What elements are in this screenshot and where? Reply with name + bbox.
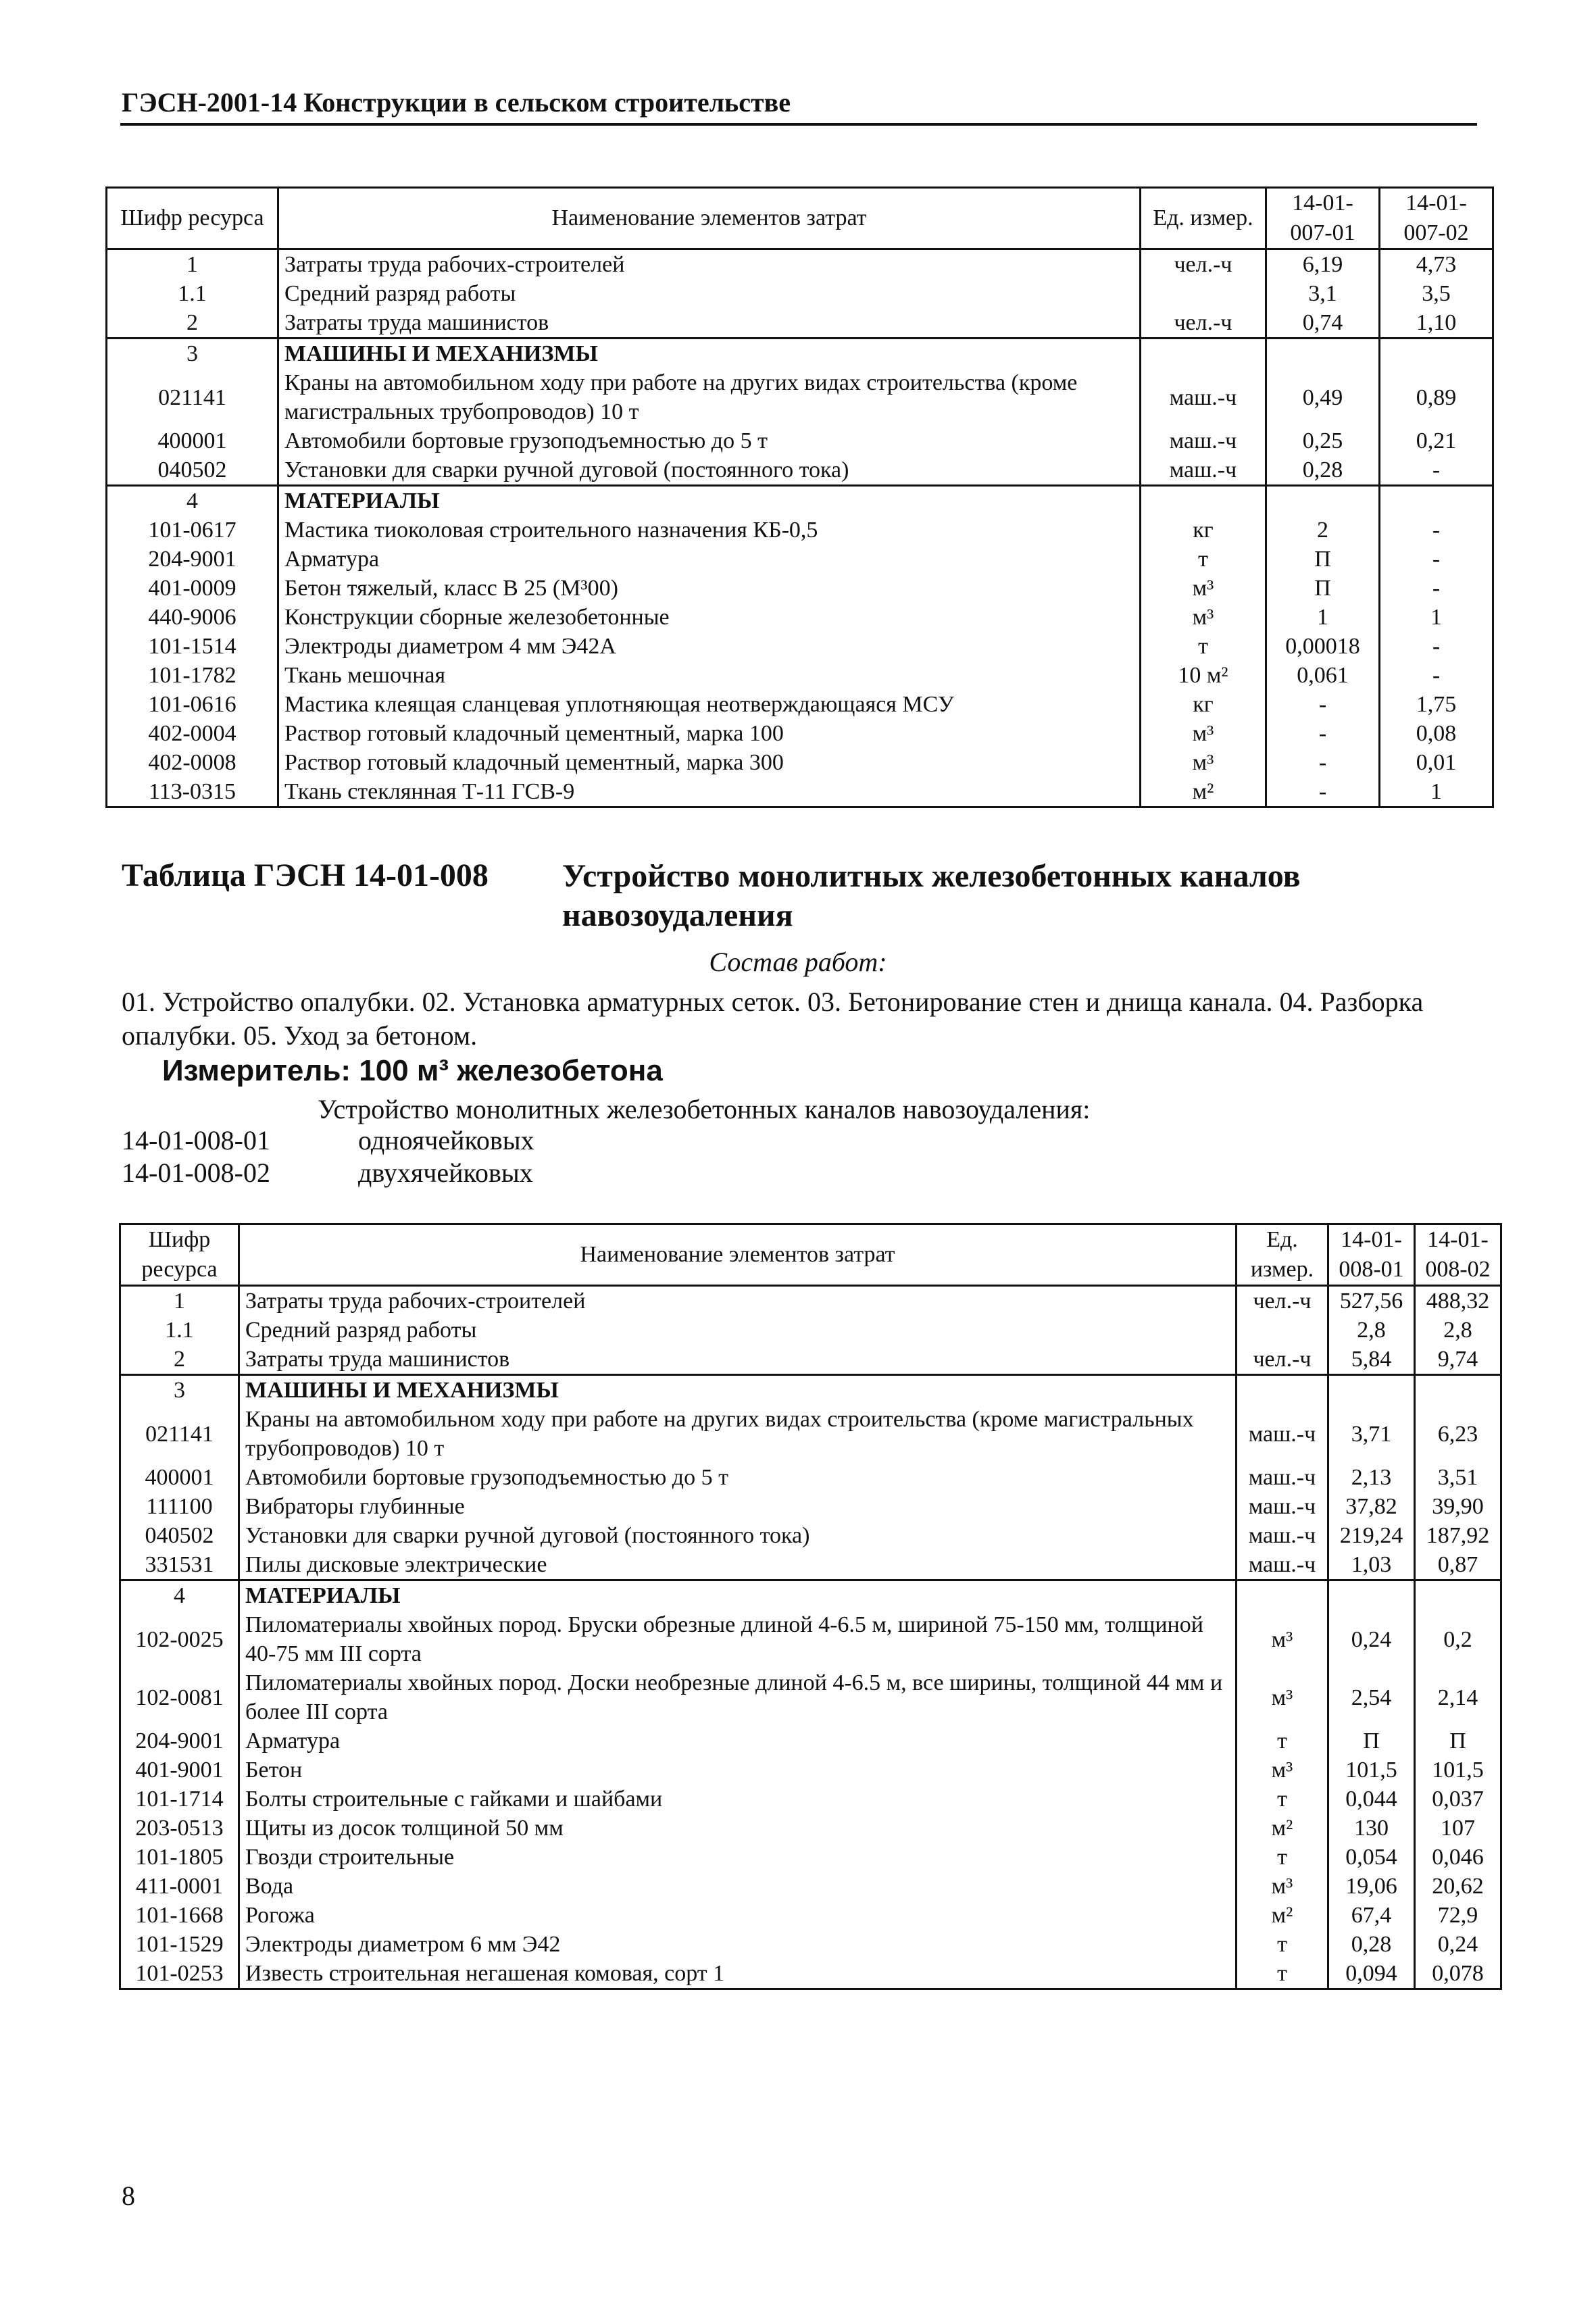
resource-name: Болты строительные с гайками и шайбами (239, 1785, 1237, 1814)
variant-1-value: 2,13 (1328, 1463, 1415, 1492)
resource-unit: т (1141, 632, 1266, 661)
variant-2-value: 4,73 (1380, 249, 1493, 280)
variant-2-value: 0,24 (1415, 1930, 1501, 1959)
table-row (107, 632, 1493, 661)
resource-code: 040502 (107, 455, 278, 486)
variant-2-value: 6,23 (1415, 1405, 1501, 1463)
resource-name: Ткань стеклянная Т-11 ГСВ-9 (278, 777, 1141, 807)
resource-unit: чел.-ч (1237, 1286, 1328, 1316)
resource-code: 2 (107, 308, 278, 339)
table-row (120, 1375, 1501, 1405)
table-row (107, 516, 1493, 545)
resource-unit: т (1237, 1726, 1328, 1756)
table-row (120, 1550, 1501, 1580)
resource-code: 101-0617 (107, 516, 278, 545)
resource-code: 400001 (120, 1463, 239, 1492)
resource-unit (1141, 486, 1266, 516)
resource-name: Щиты из досок толщиной 50 мм (239, 1814, 1237, 1843)
resource-code: 021141 (120, 1405, 239, 1463)
resource-name: МАШИНЫ И МЕХАНИЗМЫ (278, 339, 1141, 369)
table-row (120, 1316, 1501, 1345)
variant-1-value: - (1266, 777, 1380, 807)
table-row (120, 1785, 1501, 1814)
variant-1-value: - (1266, 748, 1380, 777)
variant-code: 14-01-008-02 (122, 1158, 270, 1188)
resource-name: Арматура (239, 1726, 1237, 1756)
variant-1-value: 19,06 (1328, 1872, 1415, 1901)
resource-unit: м³ (1237, 1756, 1328, 1785)
table-row (120, 1668, 1501, 1726)
resource-code: 101-1805 (120, 1843, 239, 1872)
col-header-variant-2: 14-01-007-02 (1380, 188, 1493, 249)
resource-code: 021141 (107, 368, 278, 426)
resource-code: 1 (120, 1286, 239, 1316)
resource-unit: м³ (1237, 1668, 1328, 1726)
col-header-variant-1: 14-01-007-01 (1266, 188, 1380, 249)
table-row (107, 661, 1493, 690)
resource-name: Известь строительная негашеная комовая, сорт 1 (239, 1959, 1237, 1989)
resource-name: Пиломатериалы хвойных пород. Бруски обрезные длиной 4-6.5 м, шириной 75-150 мм, толщиной 40-75 мм III сорта (239, 1610, 1237, 1668)
variant-2-value: 0,21 (1380, 426, 1493, 455)
variant-2-value: 0,01 (1380, 748, 1493, 777)
resource-table-008 (119, 1223, 1502, 1990)
variant-2-value: 1,10 (1380, 308, 1493, 339)
variant-2-value: - (1380, 574, 1493, 603)
resource-name: МАШИНЫ И МЕХАНИЗМЫ (239, 1375, 1237, 1405)
col-header-unit: Ед. измер. (1237, 1224, 1328, 1286)
resource-code: 204-9001 (107, 545, 278, 574)
table-row (107, 777, 1493, 807)
variant-1-value: 0,054 (1328, 1843, 1415, 1872)
resource-name: Гвозди строительные (239, 1843, 1237, 1872)
resource-code: 101-1714 (120, 1785, 239, 1814)
variant-1-value: 37,82 (1328, 1492, 1415, 1521)
resource-unit: маш.-ч (1237, 1550, 1328, 1580)
variant-1-value: П (1328, 1726, 1415, 1756)
resource-name: Средний разряд работы (278, 279, 1141, 308)
variant-1-value (1328, 1375, 1415, 1405)
variant-2-value (1415, 1375, 1501, 1405)
table-row (120, 1959, 1501, 1989)
variant-2-value: 0,078 (1415, 1959, 1501, 1989)
variant-2-value: - (1380, 545, 1493, 574)
table-body (107, 249, 1493, 807)
resource-code: 101-1668 (120, 1901, 239, 1930)
variant-2-value: 1 (1380, 777, 1493, 807)
resource-code: 1.1 (107, 279, 278, 308)
resource-unit: кг (1141, 690, 1266, 719)
variants-intro: Устройство монолитных железобетонных каналов навозоудаления: (318, 1094, 1091, 1124)
variant-2-value: 488,32 (1415, 1286, 1501, 1316)
resource-code: 101-1782 (107, 661, 278, 690)
resource-name: Установки для сварки ручной дуговой (постоянного тока) (239, 1521, 1237, 1550)
variant-2-value: 39,90 (1415, 1492, 1501, 1521)
variant-1-value: 67,4 (1328, 1901, 1415, 1930)
variant-2-value: 0,08 (1380, 719, 1493, 748)
resource-code: 2 (120, 1345, 239, 1375)
variant-1-value (1266, 486, 1380, 516)
table-row (107, 486, 1493, 516)
variant-1-value: 3,1 (1266, 279, 1380, 308)
resource-name: Рогожа (239, 1901, 1237, 1930)
variant-2-value: - (1380, 516, 1493, 545)
resource-code: 101-1514 (107, 632, 278, 661)
resource-unit: м³ (1141, 603, 1266, 632)
resource-name: МАТЕРИАЛЫ (239, 1580, 1237, 1611)
variant-2-value: - (1380, 455, 1493, 486)
table-row (120, 1843, 1501, 1872)
resource-code: 4 (107, 486, 278, 516)
resource-code: 102-0025 (120, 1610, 239, 1668)
table-row (107, 339, 1493, 369)
table-row (120, 1405, 1501, 1463)
table-row (107, 249, 1493, 280)
resource-code: 3 (120, 1375, 239, 1405)
table-row (120, 1930, 1501, 1959)
resource-name: Электроды диаметром 4 мм Э42А (278, 632, 1141, 661)
variant-desc: одноячейковых (358, 1125, 534, 1155)
variant-2-value (1380, 339, 1493, 369)
resource-unit: маш.-ч (1237, 1405, 1328, 1463)
resource-unit: т (1237, 1959, 1328, 1989)
resource-unit: м³ (1237, 1872, 1328, 1901)
resource-unit (1237, 1316, 1328, 1345)
table-row (107, 690, 1493, 719)
resource-table-007 (105, 186, 1494, 808)
resource-unit (1141, 279, 1266, 308)
resource-unit: м² (1237, 1901, 1328, 1930)
variant-1-value: 2 (1266, 516, 1380, 545)
composition-heading: Состав работ: (709, 947, 887, 977)
col-header-variant-2: 14-01-008-02 (1415, 1224, 1501, 1286)
resource-code: 204-9001 (120, 1726, 239, 1756)
variant-1-value: - (1266, 690, 1380, 719)
header-rule (120, 123, 1477, 126)
resource-unit: м³ (1141, 574, 1266, 603)
resource-name: Ткань мешочная (278, 661, 1141, 690)
resource-name: Бетон (239, 1756, 1237, 1785)
resource-code: 1 (107, 249, 278, 280)
resource-code: 203-0513 (120, 1814, 239, 1843)
variant-1-value: 2,8 (1328, 1316, 1415, 1345)
table-row (107, 574, 1493, 603)
table-row (120, 1814, 1501, 1843)
variant-code: 14-01-008-01 (122, 1125, 270, 1155)
variant-2-value: 0,037 (1415, 1785, 1501, 1814)
variant-1-value: 0,044 (1328, 1785, 1415, 1814)
variant-1-value: 6,19 (1266, 249, 1380, 280)
resource-name: Средний разряд работы (239, 1316, 1237, 1345)
col-header-code: Шифр ресурса (120, 1224, 239, 1286)
variant-2-value: П (1415, 1726, 1501, 1756)
resource-name: Электроды диаметром 6 мм Э42 (239, 1930, 1237, 1959)
resource-unit: м³ (1141, 719, 1266, 748)
variant-1-value: П (1266, 574, 1380, 603)
resource-name: Пиломатериалы хвойных пород. Доски необрезные длиной 4-6.5 м, все ширины, толщиной 44 мм и более III сорта (239, 1668, 1237, 1726)
variant-1-value: 1 (1266, 603, 1380, 632)
measure-unit: Измеритель: 100 м³ железобетона (162, 1054, 663, 1087)
resource-unit: т (1237, 1930, 1328, 1959)
table-row (107, 545, 1493, 574)
variant-1-value: 0,28 (1266, 455, 1380, 486)
resource-code: 101-0253 (120, 1959, 239, 1989)
table-row (107, 368, 1493, 426)
table-row (120, 1521, 1501, 1550)
variant-2-value: 0,89 (1380, 368, 1493, 426)
col-header-name: Наименование элементов затрат (278, 188, 1141, 249)
table-id: Таблица ГЭСН 14-01-008 (122, 857, 489, 893)
resource-code: 401-9001 (120, 1756, 239, 1785)
resource-unit: м² (1141, 777, 1266, 807)
resource-unit: м² (1237, 1814, 1328, 1843)
table-row (107, 426, 1493, 455)
resource-name: Затраты труда рабочих-строителей (278, 249, 1141, 280)
variant-1-value: - (1266, 719, 1380, 748)
resource-code: 411-0001 (120, 1872, 239, 1901)
variant-2-value: - (1380, 632, 1493, 661)
variant-1-value (1328, 1580, 1415, 1611)
resource-name: Автомобили бортовые грузоподъемностью до 5 т (239, 1463, 1237, 1492)
variant-1-value: 0,74 (1266, 308, 1380, 339)
table-row (107, 719, 1493, 748)
resource-unit (1237, 1375, 1328, 1405)
variant-2-value: 101,5 (1415, 1756, 1501, 1785)
resource-name: Затраты труда машинистов (278, 308, 1141, 339)
resource-name: Конструкции сборные железобетонные (278, 603, 1141, 632)
variant-2-value: 3,51 (1415, 1463, 1501, 1492)
resource-code: 402-0004 (107, 719, 278, 748)
table-row (120, 1463, 1501, 1492)
table-row (120, 1286, 1501, 1316)
resource-name: Краны на автомобильном ходу при работе на других видах строительства (кроме магистральных трубопроводов) 10 т (278, 368, 1141, 426)
variant-1-value: 5,84 (1328, 1345, 1415, 1375)
resource-unit: маш.-ч (1141, 455, 1266, 486)
resource-code: 101-0616 (107, 690, 278, 719)
resource-unit (1141, 339, 1266, 369)
variant-1-value: 2,54 (1328, 1668, 1415, 1726)
resource-unit: маш.-ч (1141, 368, 1266, 426)
resource-name: Затраты труда машинистов (239, 1345, 1237, 1375)
variant-1-value: 527,56 (1328, 1286, 1415, 1316)
resource-code: 1.1 (120, 1316, 239, 1345)
resource-unit: маш.-ч (1237, 1492, 1328, 1521)
composition-text: 01. Устройство опалубки. 02. Установка арматурных сеток. 03. Бетонирование стен и днища канала. 04. Разборка опалубки. 05. Уход за бетоном. (122, 987, 1424, 1051)
resource-name: Затраты труда рабочих-строителей (239, 1286, 1237, 1316)
variant-2-value: 187,92 (1415, 1521, 1501, 1550)
resource-unit: м³ (1141, 748, 1266, 777)
resource-code: 4 (120, 1580, 239, 1611)
variant-2-value: 1,75 (1380, 690, 1493, 719)
resource-code: 402-0008 (107, 748, 278, 777)
resource-code: 400001 (107, 426, 278, 455)
resource-unit: м³ (1237, 1610, 1328, 1668)
variant-1-value: 3,71 (1328, 1405, 1415, 1463)
variant-desc: двухячейковых (358, 1158, 533, 1188)
table-row (107, 603, 1493, 632)
variant-1-value: 0,25 (1266, 426, 1380, 455)
variant-2-value: 2,8 (1415, 1316, 1501, 1345)
variant-1-value: 0,061 (1266, 661, 1380, 690)
resource-unit: маш.-ч (1237, 1521, 1328, 1550)
table-row (107, 748, 1493, 777)
variant-2-value: 20,62 (1415, 1872, 1501, 1901)
table-row (107, 455, 1493, 486)
table-row (120, 1726, 1501, 1756)
table-row (107, 279, 1493, 308)
resource-name: Краны на автомобильном ходу при работе на других видах строительства (кроме магистральных трубопроводов) 10 т (239, 1405, 1237, 1463)
resource-name: Автомобили бортовые грузоподъемностью до 5 т (278, 426, 1141, 455)
table-row (120, 1580, 1501, 1611)
resource-unit: маш.-ч (1237, 1463, 1328, 1492)
table-title: Устройство монолитных железобетонных каналов навозоудаления (562, 858, 1301, 933)
variant-2-value: 72,9 (1415, 1901, 1501, 1930)
variant-2-value (1380, 486, 1493, 516)
variant-2-value: 0,87 (1415, 1550, 1501, 1580)
variant-1-value: 0,28 (1328, 1930, 1415, 1959)
table-header-row (120, 1224, 1501, 1286)
resource-name: Мастика тиоколовая строительного назначения КБ-0,5 (278, 516, 1141, 545)
variant-1-value: 1,03 (1328, 1550, 1415, 1580)
variant-1-value: 0,24 (1328, 1610, 1415, 1668)
resource-unit: т (1237, 1785, 1328, 1814)
table-header-row (107, 188, 1493, 249)
variant-2-value: - (1380, 661, 1493, 690)
resource-unit (1237, 1580, 1328, 1611)
variant-1-value: 219,24 (1328, 1521, 1415, 1550)
resource-name: МАТЕРИАЛЫ (278, 486, 1141, 516)
table-row (120, 1610, 1501, 1668)
resource-name: Вода (239, 1872, 1237, 1901)
variant-2-value: 9,74 (1415, 1345, 1501, 1375)
page-number: 8 (122, 2181, 135, 2211)
resource-unit: т (1141, 545, 1266, 574)
resource-unit: 10 м² (1141, 661, 1266, 690)
table-row (120, 1872, 1501, 1901)
col-header-code: Шифр ресурса (107, 188, 278, 249)
resource-code: 331531 (120, 1550, 239, 1580)
resource-name: Пилы дисковые электрические (239, 1550, 1237, 1580)
resource-code: 440-9006 (107, 603, 278, 632)
table-row (120, 1901, 1501, 1930)
table-row (120, 1756, 1501, 1785)
resource-code: 113-0315 (107, 777, 278, 807)
variant-1-value: 0,094 (1328, 1959, 1415, 1989)
page-header: ГЭСН-2001-14 Конструкции в сельском строительстве (122, 87, 791, 118)
resource-code: 3 (107, 339, 278, 369)
variant-2-value: 0,046 (1415, 1843, 1501, 1872)
variant-1-value: 0,49 (1266, 368, 1380, 426)
variant-1-value: 130 (1328, 1814, 1415, 1843)
variant-1-value: П (1266, 545, 1380, 574)
resource-name: Установки для сварки ручной дуговой (постоянного тока) (278, 455, 1141, 486)
resource-name: Вибраторы глубинные (239, 1492, 1237, 1521)
variant-2-value: 107 (1415, 1814, 1501, 1843)
resource-name: Раствор готовый кладочный цементный, марка 300 (278, 748, 1141, 777)
resource-unit: кг (1141, 516, 1266, 545)
col-header-variant-1: 14-01-008-01 (1328, 1224, 1415, 1286)
resource-code: 401-0009 (107, 574, 278, 603)
col-header-unit: Ед. измер. (1141, 188, 1266, 249)
col-header-name: Наименование элементов затрат (239, 1224, 1237, 1286)
variant-2-value: 1 (1380, 603, 1493, 632)
table-row (120, 1492, 1501, 1521)
variant-1-value: 101,5 (1328, 1756, 1415, 1785)
variant-1-value: 0,00018 (1266, 632, 1380, 661)
resource-code: 101-1529 (120, 1930, 239, 1959)
resource-name: Арматура (278, 545, 1141, 574)
resource-name: Мастика клеящая сланцевая уплотняющая неотверждающаяся МСУ (278, 690, 1141, 719)
variant-2-value: 0,2 (1415, 1610, 1501, 1668)
table-row (120, 1345, 1501, 1375)
resource-name: Раствор готовый кладочный цементный, марка 100 (278, 719, 1141, 748)
table-body (120, 1286, 1501, 1989)
resource-unit: чел.-ч (1141, 249, 1266, 280)
variant-2-value: 3,5 (1380, 279, 1493, 308)
resource-unit: чел.-ч (1141, 308, 1266, 339)
resource-unit: чел.-ч (1237, 1345, 1328, 1375)
variant-2-value (1415, 1580, 1501, 1611)
resource-unit: маш.-ч (1141, 426, 1266, 455)
variant-1-value (1266, 339, 1380, 369)
resource-name: Бетон тяжелый, класс В 25 (М³00) (278, 574, 1141, 603)
resource-code: 102-0081 (120, 1668, 239, 1726)
resource-code: 040502 (120, 1521, 239, 1550)
resource-code: 111100 (120, 1492, 239, 1521)
resource-unit: т (1237, 1843, 1328, 1872)
variant-2-value: 2,14 (1415, 1668, 1501, 1726)
table-row (107, 308, 1493, 339)
